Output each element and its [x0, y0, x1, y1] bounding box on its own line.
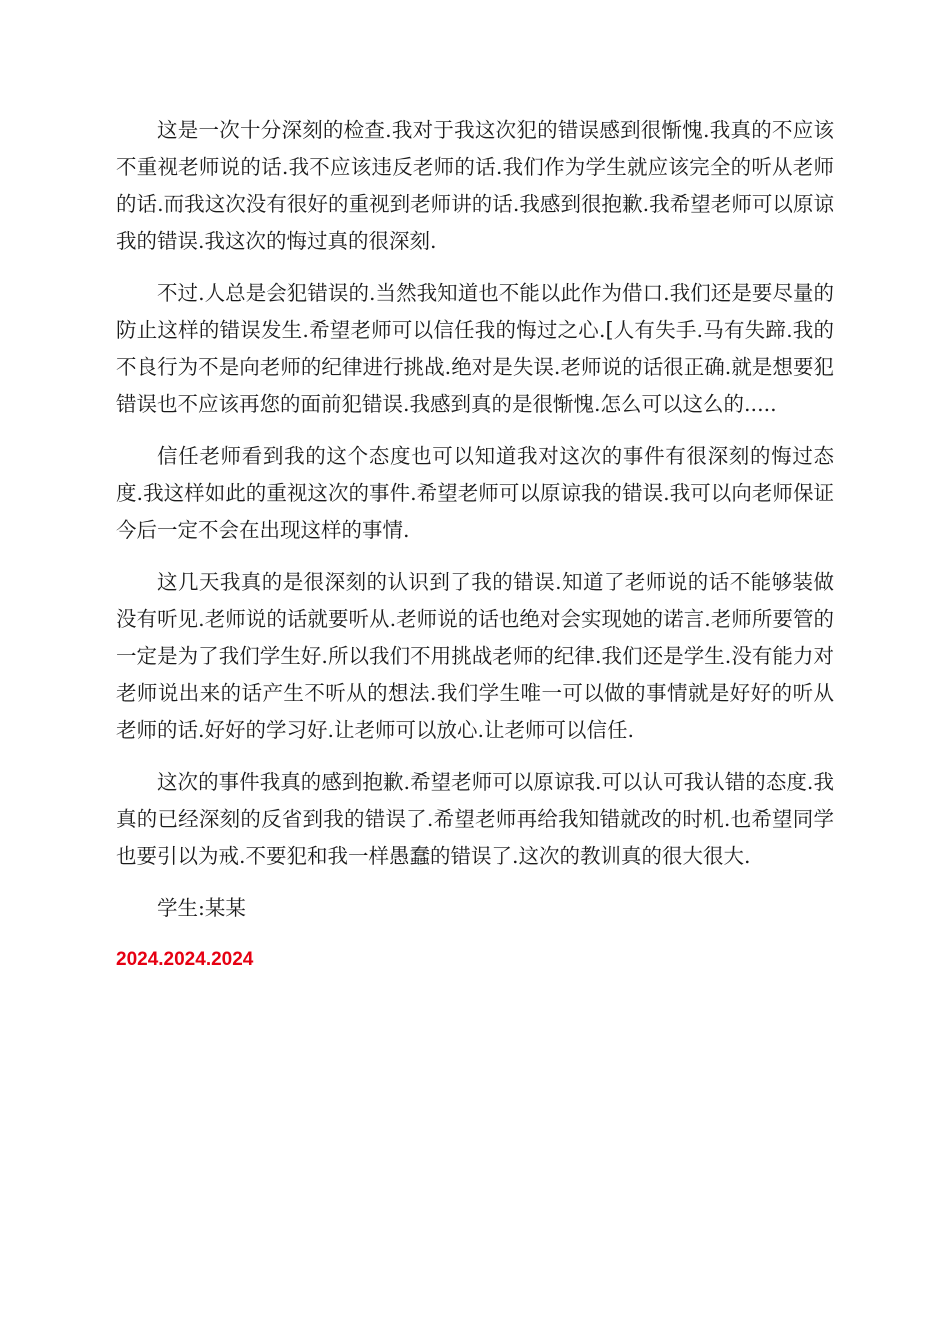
paragraph-1: 这是一次十分深刻的检查.我对于我这次犯的错误感到很惭愧.我真的不应该不重视老师说的话.我不应该违反老师的话.我们作为学生就应该完全的听从老师的话.而我这次没有很好的重视到老师讲的话.我感到很抱歉.我希望老师可以原谅我的错误.我这次的悔过真的很深刻.: [116, 118, 834, 253]
signature: 学生:某某: [157, 896, 246, 920]
paragraph-4: 这几天我真的是很深刻的认识到了我的错误.知道了老师说的话不能够装做没有听见.老师说的话就要听从.老师说的话也绝对会实现她的诺言.老师所要管的一定是为了我们学生好.所以我们不用挑战老师的纪律.我们还是学生.没有能力对老师说出来的话产生不听从的想法.我们学生唯一可以做的事情就是好好的听从老师的话.好好的学习好.让老师可以放心.让老师可以信任.: [116, 570, 834, 742]
paragraph-5: 这次的事件我真的感到抱歉.希望老师可以原谅我.可以认可我认错的态度.我真的已经深刻的反省到我的错误了.希望老师再给我知错就改的时机.也希望同学也要引以为戒.不要犯和我一样愚蠢的错误了.这次的教训真的很大很大.: [116, 770, 834, 868]
document-date: 2024.2024.2024: [116, 949, 254, 970]
paragraph-3: 信任老师看到我的这个态度也可以知道我对这次的事件有很深刻的悔过态度.我这样如此的重视这次的事件.希望老师可以原谅我的错误.我可以向老师保证今后一定不会在出现这样的事情.: [116, 444, 834, 542]
document-body: [116, 112, 834, 975]
paragraph-2: 不过.人总是会犯错误的.当然我知道也不能以此作为借口.我们还是要尽量的防止这样的错误发生.希望老师可以信任我的悔过之心.[人有失手.马有失蹄.我的不良行为不是向老师的纪律进行挑战.绝对是失误.老师说的话很正确.就是想要犯错误也不应该再您的面前犯错误.我感到真的是很惭愧.怎么可以这么的.....: [116, 281, 834, 416]
